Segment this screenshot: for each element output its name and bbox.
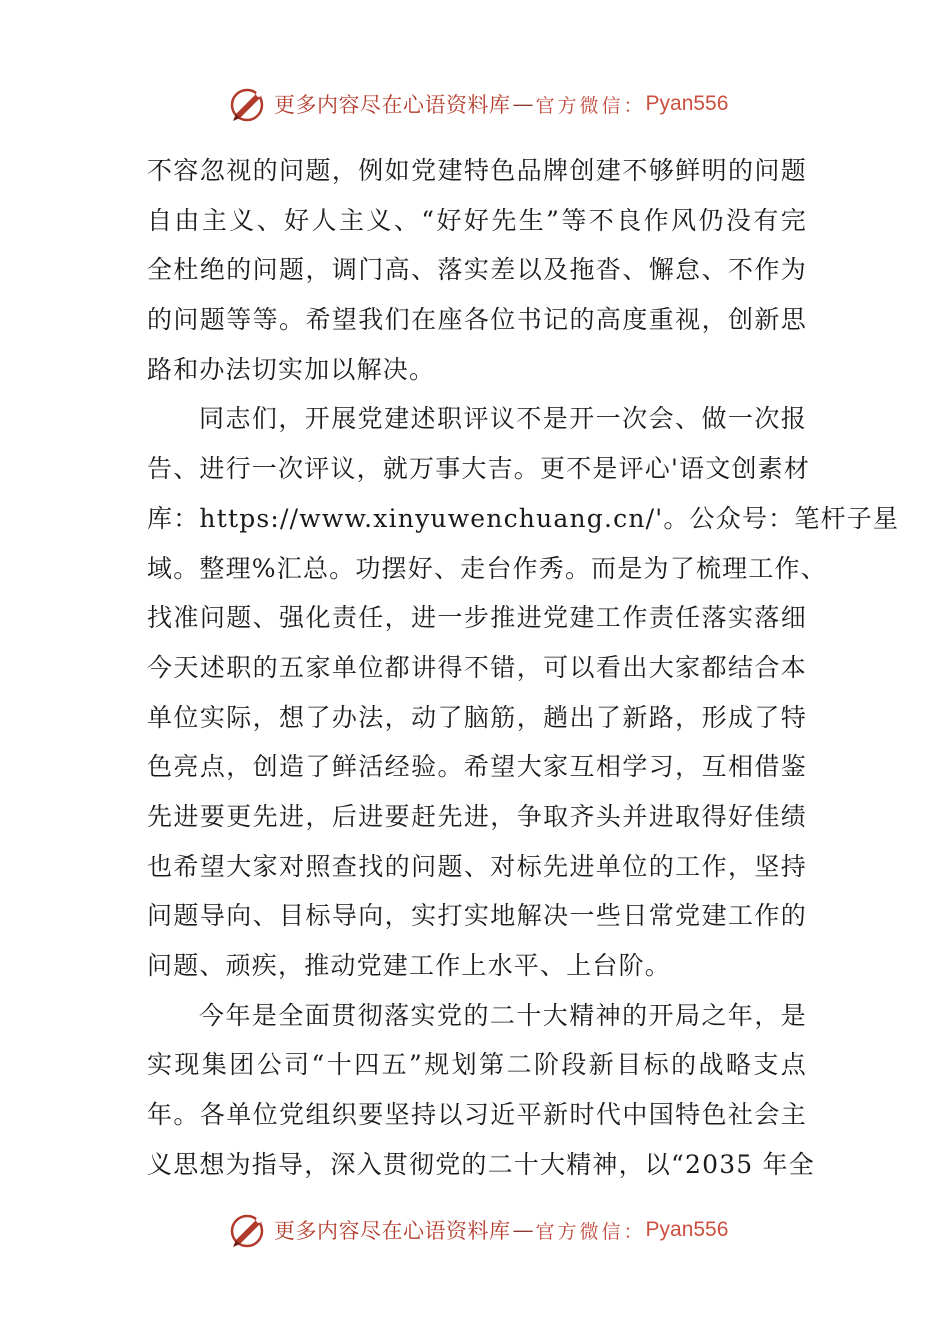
body-line: 实现集团公司“十四五”规划第二阶段新目标的战略支点 [147,1050,807,1080]
watermark-contact-label: 官方微信： [535,1220,646,1243]
body-line: 告、进行一次评议，就万事大吉。更不是评心'语文创素材 [147,454,811,484]
body-line: 先进要更先进，后进要赶先进，争取齐头并进取得好佳绩 [147,801,807,831]
body-line: 今天述职的五家单位都讲得不错，可以看出大家都结合本 [147,652,807,682]
watermark-banner-bottom [228,1208,728,1252]
body-line: 问题导向、目标导向，实打实地解决一些日常党建工作的 [147,901,807,931]
body-line: 不容忽视的问题，例如党建特色品牌创建不够鲜明的问题 [147,156,807,185]
body-line: 义思想为指导，深入贯彻党的二十大精神，以“2035 年全 [147,1149,815,1179]
watermark-contact-id: Pyan556 [645,92,729,115]
document-body [147,146,900,1189]
watermark-site-text: 更多内容尽在心语资料库 [274,1219,511,1243]
body-line: 找准问题、强化责任，进一步推进党建工作责任落实落细 [147,603,807,633]
watermark-contact-id: Pyan556 [645,1218,729,1241]
watermark-separator: — [512,1218,534,1242]
body-line: 自由主义、好人主义、“好好先生”等不良作风仍没有完 [147,205,807,235]
watermark-separator: — [512,92,534,116]
paragraph-start-line: 今年是全面贯彻落实党的二十大精神的开局之年，是 [199,1000,807,1030]
body-line-with-url: 库：https://www.xinyuwenchuang.cn/'。公众号：笔杆子星 [147,503,900,533]
body-line: 单位实际，想了办法，动了脑筋，趟出了新路，形成了特 [147,702,807,732]
body-line: 域。整理%汇总。功摆好、走台作秀。而是为了梳理工作、 [147,553,827,583]
body-line: 的问题等等。希望我们在座各位书记的高度重视，创新思 [147,305,807,335]
body-line: 路和办法切实加以解决。 [147,354,436,384]
body-line: 全杜绝的问题，调门高、落实差以及拖沓、懈怠、不作为 [147,255,807,285]
body-line: 年。各单位党组织要坚持以习近平新时代中国特色社会主 [147,1100,807,1130]
watermark-site-text: 更多内容尽在心语资料库 [274,93,511,117]
watermark-banner-top [228,82,728,126]
pen-logo-icon [228,84,268,124]
paragraph-start-line: 同志们，开展党建述职评议不是开一次会、做一次报 [199,404,807,434]
body-line: 问题、顽疾，推动党建工作上水平、上台阶。 [147,951,672,980]
watermark-contact-label: 官方微信： [535,94,646,117]
body-line: 也希望大家对照查找的问题、对标先进单位的工作，坚持 [147,851,807,881]
body-line: 色亮点，创造了鲜活经验。希望大家互相学习，互相借鉴 [147,752,807,782]
pen-logo-icon [228,1210,268,1250]
